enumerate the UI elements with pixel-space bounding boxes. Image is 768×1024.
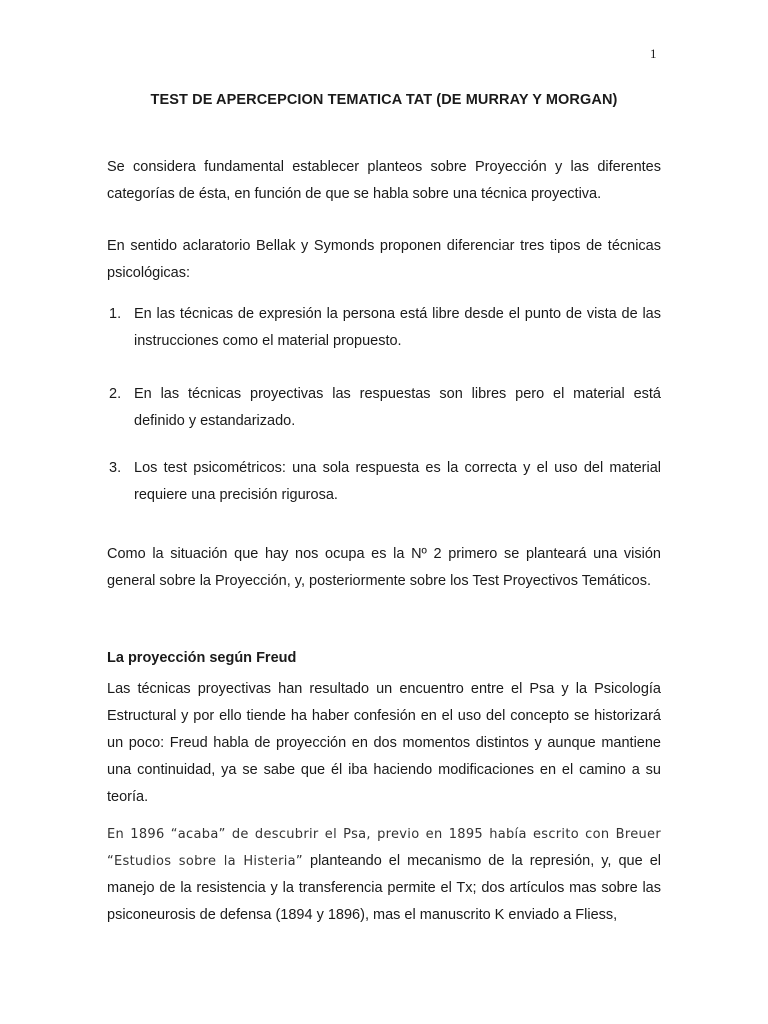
section-heading: La proyección según Freud <box>107 650 297 666</box>
page-number: 1 <box>650 46 657 61</box>
paragraph-1896 <box>107 821 661 929</box>
list-item-text: En las técnicas proyectivas las respuestas son libres pero el material está definido y estandarizado. <box>134 386 661 429</box>
paragraph-freud: Las técnicas proyectivas han resultado un encuentro entre el Psa y la Psicología Estructural y por ello tiende ha haber confesión en el uso del concepto se historizará un poco: Freud habla de proyección en dos momentos distintos y aunque mantiene una continuidad, ya se sabe que él iba haciendo modificaciones en el camino a su teoría. <box>107 681 661 805</box>
list-item-text: En las técnicas de expresión la persona está libre desde el punto de vista de las instrucciones como el material propuesto. <box>134 306 661 349</box>
list-item-number: 2. <box>109 386 122 402</box>
paragraph-1896-part-b: planteando el mecanismo de la represión, y, que el manejo de la resistencia y la transferencia permite el Tx; dos artículos mas sobre las psiconeurosis de defensa (1894 y 1896), mas el manuscrito K enviado a Fliess, <box>107 853 661 923</box>
paragraph-1896-part-a: En 1896 “acaba” de descubrir el Psa, previo en 1895 había escrito con Breuer “Estudios sobre la Histeria” <box>107 827 661 869</box>
paragraph-situation: Como la situación que hay nos ocupa es la Nº 2 primero se planteará una visión general sobre la Proyección, y, posteriormente sobre los Test Proyectivos Temáticos. <box>107 546 661 589</box>
list-item-number: 3. <box>109 460 122 476</box>
paragraph-bellak-symonds: En sentido aclaratorio Bellak y Symonds proponen diferenciar tres tipos de técnicas psicológicas: <box>107 238 661 281</box>
paragraph-intro: Se considera fundamental establecer planteos sobre Proyección y las diferentes categorías de ésta, en función de que se habla sobre una técnica proyectiva. <box>107 159 661 202</box>
list-item-text: Los test psicométricos: una sola respuesta es la correcta y el uso del material requiere una precisión rigurosa. <box>134 460 661 503</box>
document-title: TEST DE APERCEPCION TEMATICA TAT (DE MURRAY Y MORGAN) <box>150 92 618 108</box>
list-item-number: 1. <box>109 306 122 322</box>
